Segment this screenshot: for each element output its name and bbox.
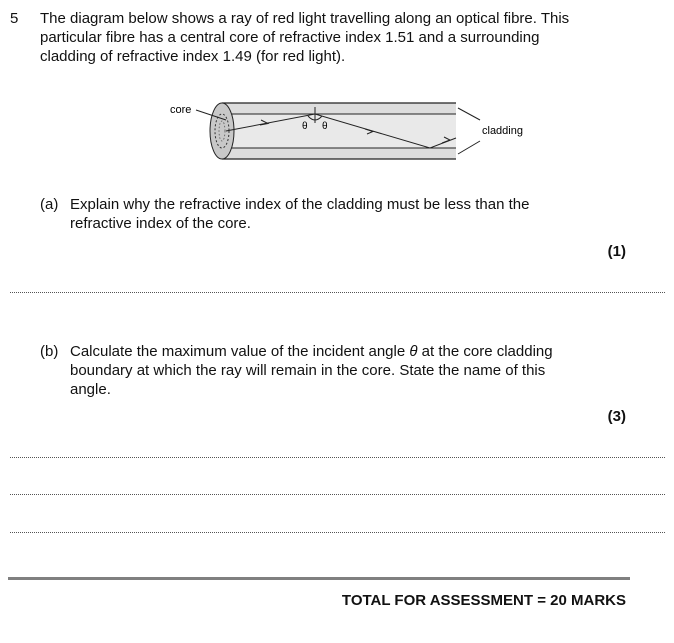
core-label: core [170, 104, 192, 116]
part-a-line: Explain why the refractive index of the cladding must be less than the [70, 196, 530, 213]
part-b-line [70, 342, 630, 361]
part-b-text [70, 342, 630, 399]
total-marks: TOTAL FOR ASSESSMENT = 20 MARKS [341, 592, 626, 609]
answer-line-b1[interactable] [10, 457, 665, 458]
cladding-leader-upper [458, 108, 480, 120]
intro-line: cladding of refractive index 1.49 (for red light). [40, 48, 346, 65]
fibre-core-body [220, 114, 456, 148]
optical-fibre-diagram [160, 96, 560, 166]
section-divider [8, 577, 630, 580]
intro-line: The diagram below shows a ray of red light travelling along an optical fibre. This [40, 10, 570, 27]
part-b-line: angle. [70, 381, 111, 398]
part-a-line: refractive index of the core. [70, 215, 251, 232]
part-b-line1-after: at the core cladding [417, 343, 553, 360]
part-a-text [70, 195, 630, 233]
angle-label-left: θ [302, 121, 308, 132]
angle-label-right: θ [322, 121, 328, 132]
intro-line: particular fibre has a central core of refractive index 1.51 and a surrounding [40, 29, 540, 46]
question-number: 5 [10, 10, 19, 27]
answer-line-b2[interactable] [10, 494, 665, 495]
cladding-leader-lower [458, 141, 480, 154]
part-b-marks: (3) [607, 408, 626, 425]
part-b-label: (b) [40, 343, 59, 360]
part-a-label: (a) [40, 196, 59, 213]
answer-line-b3[interactable] [10, 532, 665, 533]
part-b-line: boundary at which the ray will remain in the core. State the name of this [70, 362, 546, 379]
part-a-marks: (1) [607, 243, 626, 260]
question-intro [40, 9, 640, 66]
theta-symbol: θ [409, 343, 418, 360]
fibre-end-face [210, 103, 234, 159]
answer-line-a1[interactable] [10, 292, 665, 293]
cladding-label: cladding [482, 125, 523, 137]
part-b-line1-before: Calculate the maximum value of the incident angle [70, 343, 410, 360]
